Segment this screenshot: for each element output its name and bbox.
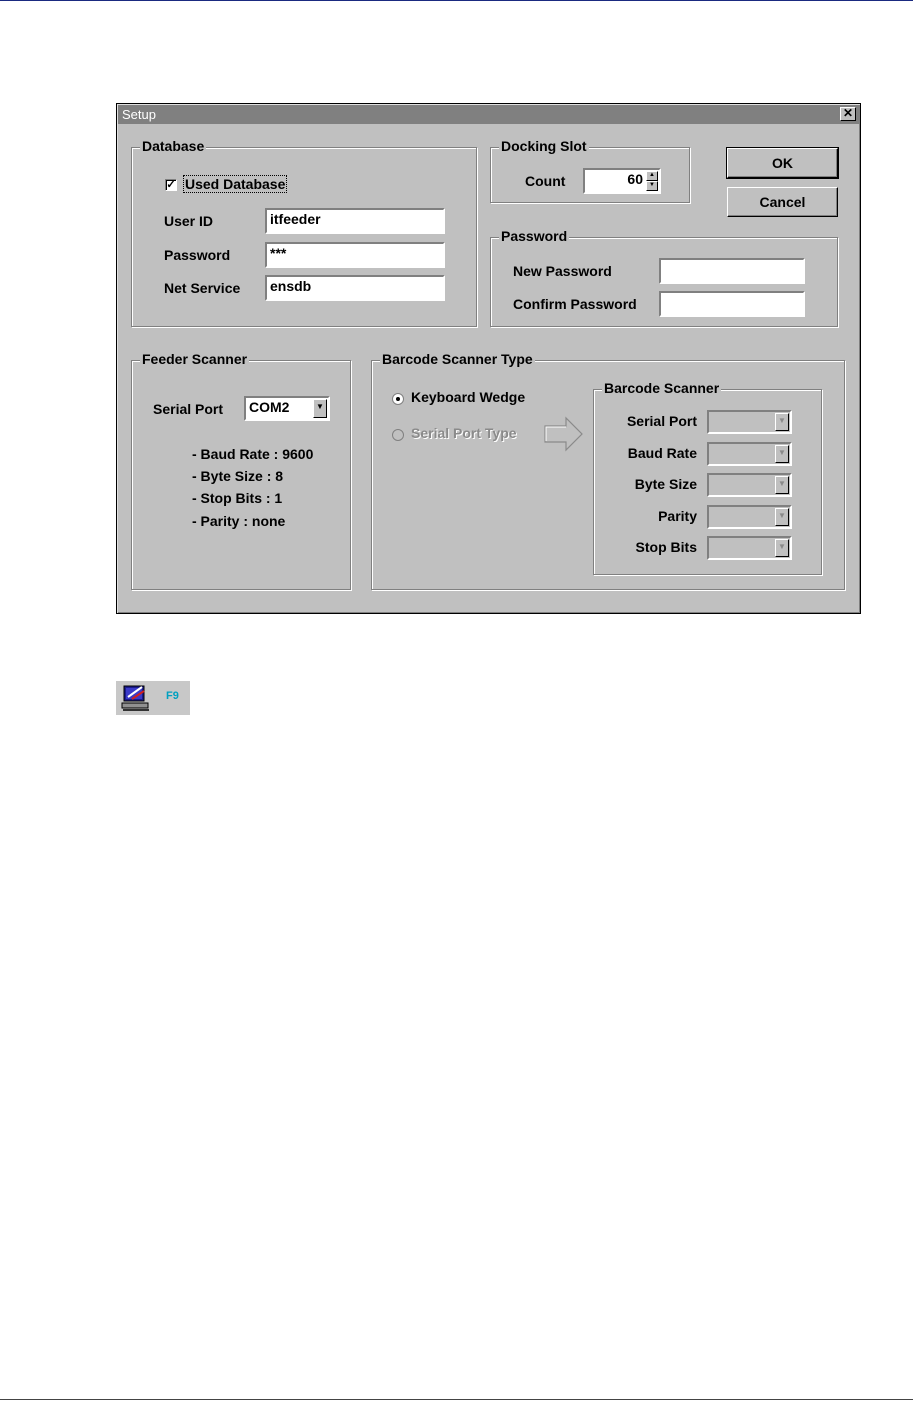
used-database-checkbox[interactable]	[165, 179, 177, 191]
barcode-scanner-legend: Barcode Scanner	[604, 380, 720, 396]
password-input[interactable]: ***	[265, 242, 445, 268]
count-spinner[interactable]	[583, 168, 661, 194]
new-password-label: New Password	[513, 263, 612, 279]
close-icon: ✕	[842, 106, 854, 120]
setup-computer-icon	[120, 683, 152, 713]
setup-toolbar-button[interactable]	[116, 681, 190, 715]
baud-rate-info: - Baud Rate : 9600	[192, 446, 314, 462]
count-label: Count	[525, 173, 566, 189]
user-id-label: User ID	[164, 213, 214, 229]
cancel-button[interactable]: Cancel	[727, 187, 838, 217]
ok-button[interactable]: OK	[727, 148, 838, 178]
chevron-down-icon[interactable]: ▼	[775, 476, 789, 494]
net-service-label: Net Service	[164, 280, 241, 296]
net-service-input[interactable]: ensdb	[265, 275, 445, 301]
chevron-down-icon[interactable]: ▼	[775, 445, 789, 463]
parity-info: - Parity : none	[192, 513, 286, 529]
docking-slot-group	[490, 138, 690, 203]
chevron-down-icon[interactable]: ▼	[775, 413, 789, 431]
barcode-byte-size-select[interactable]	[707, 473, 792, 497]
database-legend: Database	[142, 138, 205, 154]
barcode-scanner-type-legend: Barcode Scanner Type	[382, 351, 533, 367]
chevron-down-icon[interactable]: ▼	[775, 539, 789, 557]
feeder-serial-port-select[interactable]	[244, 396, 330, 421]
arrow-right-icon	[544, 416, 584, 452]
confirm-password-input[interactable]	[659, 291, 805, 317]
chevron-down-icon[interactable]: ▼	[313, 399, 327, 418]
new-password-input[interactable]	[659, 258, 805, 284]
spin-down-icon[interactable]: ▼	[646, 181, 658, 191]
serial-port-type-radio[interactable]	[392, 429, 404, 441]
database-group	[131, 138, 477, 327]
keyboard-wedge-radio[interactable]	[392, 393, 404, 405]
barcode-stop-bits-label: Stop Bits	[635, 539, 697, 555]
password-label: Password	[164, 247, 231, 263]
barcode-scanner-type-group	[371, 351, 845, 590]
chevron-down-icon[interactable]: ▼	[775, 508, 789, 526]
shortcut-label: F9	[166, 690, 179, 702]
barcode-byte-size-label: Byte Size	[634, 476, 697, 492]
byte-size-info: - Byte Size : 8	[192, 468, 284, 484]
barcode-serial-port-select[interactable]	[707, 410, 792, 434]
password-group	[490, 228, 838, 327]
feeder-scanner-group	[131, 351, 351, 590]
barcode-scanner-group	[593, 380, 822, 575]
stop-bits-info: - Stop Bits : 1	[192, 490, 283, 506]
dialog-titlebar[interactable]	[118, 105, 859, 124]
barcode-baud-rate-label: Baud Rate	[627, 445, 697, 461]
check-icon: ✓	[166, 179, 176, 191]
setup-dialog	[116, 103, 861, 614]
barcode-baud-rate-select[interactable]	[707, 442, 792, 466]
barcode-parity-label: Parity	[658, 508, 697, 524]
keyboard-wedge-label[interactable]: Keyboard Wedge	[411, 389, 526, 405]
page-top-rule	[0, 0, 913, 1]
feeder-serial-port-value: COM2	[249, 399, 290, 415]
password-group-legend: Password	[501, 228, 568, 244]
serial-port-type-label[interactable]: Serial Port Type	[411, 425, 517, 441]
feeder-scanner-legend: Feeder Scanner	[142, 351, 248, 367]
confirm-password-label: Confirm Password	[513, 296, 637, 312]
count-value: 60	[627, 171, 643, 187]
page-bottom-rule	[0, 1399, 913, 1400]
used-database-label[interactable]: Used Database	[185, 176, 286, 192]
barcode-parity-select[interactable]	[707, 505, 792, 529]
dialog-title: Setup	[122, 107, 156, 122]
barcode-stop-bits-select[interactable]	[707, 536, 792, 560]
count-spin-buttons[interactable]	[646, 171, 658, 191]
user-id-input[interactable]: itfeeder	[265, 208, 445, 234]
spin-up-icon[interactable]: ▲	[646, 171, 658, 181]
docking-slot-legend: Docking Slot	[501, 138, 587, 154]
barcode-serial-port-label: Serial Port	[626, 413, 697, 429]
close-button[interactable]	[840, 107, 856, 121]
feeder-serial-port-label: Serial Port	[153, 401, 224, 417]
